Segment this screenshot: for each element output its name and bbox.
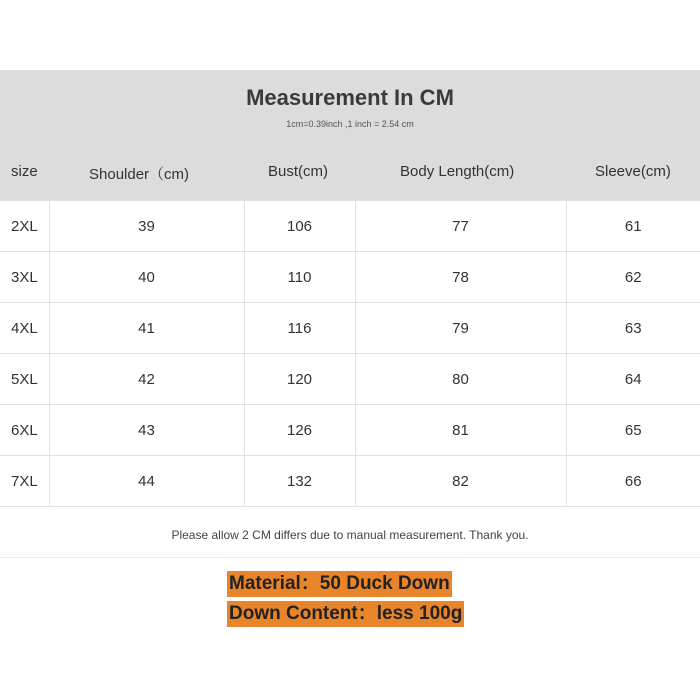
cell-shoulder: 41 [49,303,244,354]
down-content-highlight: Down Content：less 100g [227,601,464,627]
cell-body-length: 80 [355,354,566,405]
cell-body-length: 78 [355,252,566,303]
column-header-shoulder: Shoulder（cm) [89,166,190,183]
cell-bust: 132 [244,456,355,507]
cell-bust: 120 [244,354,355,405]
column-header-size: size [11,163,38,180]
cell-shoulder: 40 [49,252,244,303]
cell-sleeve: 62 [566,252,700,303]
cell-size: 7XL [0,456,49,507]
column-header-body-length: Body Length(cm) [400,163,515,180]
cell-size: 2XL [0,201,49,252]
measurement-disclaimer: Please allow 2 CM differs due to manual measurement. Thank you. [171,528,529,542]
measurement-table [0,200,700,507]
divider [0,557,700,558]
cell-sleeve: 66 [566,456,700,507]
cell-body-length: 81 [355,405,566,456]
table-row [0,201,700,252]
table-row [0,405,700,456]
cell-size: 5XL [0,354,49,405]
cell-shoulder: 44 [49,456,244,507]
table-row [0,456,700,507]
cell-shoulder: 43 [49,405,244,456]
page-title: Measurement In CM [246,85,454,110]
cell-body-length: 79 [355,303,566,354]
cell-bust: 106 [244,201,355,252]
cell-size: 6XL [0,405,49,456]
column-header-sleeve: Sleeve(cm) [595,163,671,180]
cell-size: 3XL [0,252,49,303]
unit-conversion-note: 1cm=0.39inch ,1 inch = 2.54 cm [286,119,414,129]
table-row [0,303,700,354]
cell-sleeve: 61 [566,201,700,252]
cell-sleeve: 64 [566,354,700,405]
cell-bust: 116 [244,303,355,354]
cell-sleeve: 65 [566,405,700,456]
cell-shoulder: 42 [49,354,244,405]
cell-sleeve: 63 [566,303,700,354]
cell-bust: 110 [244,252,355,303]
cell-body-length: 77 [355,201,566,252]
table-row [0,354,700,405]
column-header-bust: Bust(cm) [268,163,328,180]
material-highlight: Material：50 Duck Down [227,571,452,597]
cell-body-length: 82 [355,456,566,507]
table-row [0,252,700,303]
cell-shoulder: 39 [49,201,244,252]
cell-bust: 126 [244,405,355,456]
cell-size: 4XL [0,303,49,354]
